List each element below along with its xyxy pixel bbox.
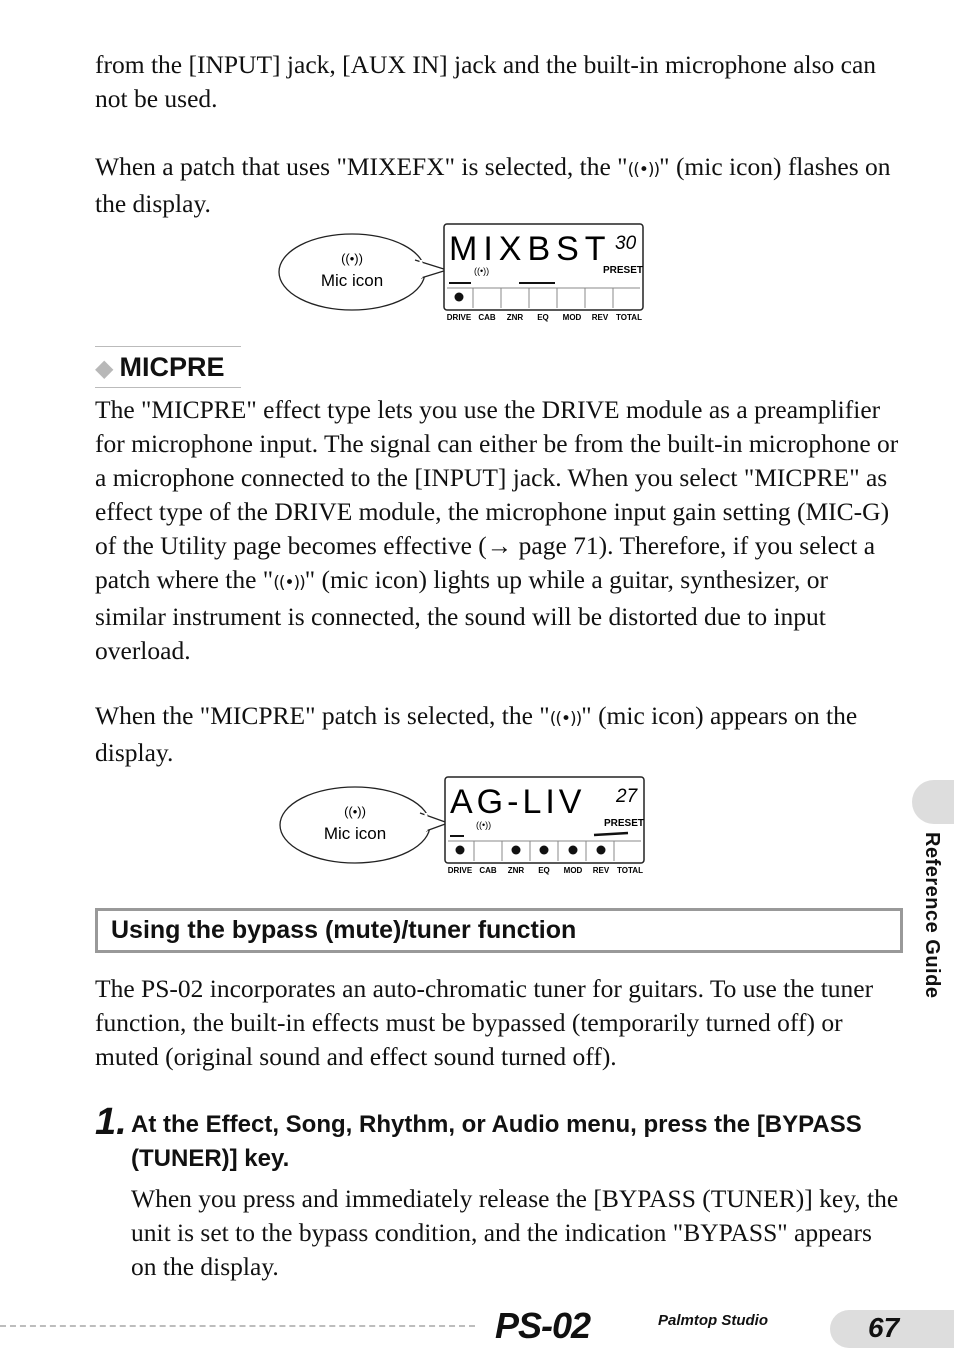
micpre-body-after: " (mic icon) lights up while a guitar, synthesizer, or similar instrument is connected, the sound will be distorted due to input overload.	[95, 565, 828, 665]
lcd-mic-icon: ((•))	[476, 820, 492, 830]
page-number: 67	[868, 1312, 900, 1343]
lcd-patch-number: 30	[615, 233, 637, 254]
module-label-znr: ZNR	[507, 866, 525, 875]
module-label-mod: MOD	[562, 313, 582, 322]
module-label-drive: DRIVE	[447, 866, 473, 875]
step-body: When you press and immediately release the [BYPASS (TUNER)] key, the unit is set to the bypass condition, and the indication "BYPASS" appears on the display.	[131, 1184, 899, 1281]
module-label-mod: MOD	[563, 866, 583, 875]
micpre-heading	[95, 346, 241, 388]
lcd-patch-name: MIXBST	[449, 230, 612, 268]
callout-mic-icon: ((•))	[344, 804, 366, 819]
micpre-heading-text: MICPRE	[119, 352, 225, 382]
module-label-eq: EQ	[538, 866, 550, 875]
diamond-bullet-icon: ◆	[95, 355, 114, 382]
footer-divider	[0, 1325, 475, 1327]
mic-icon: ((•))	[549, 709, 582, 729]
lcd-patch-name: AG-LIV	[450, 783, 586, 821]
module-label-total: TOTAL	[616, 313, 642, 322]
mixefx-paragraph	[95, 150, 900, 221]
module-label-total: TOTAL	[617, 866, 643, 875]
brand-logo: PS-02	[495, 1305, 591, 1346]
module-label-cab: CAB	[478, 313, 496, 322]
step-title: At the Effect, Song, Rhythm, or Audio menu, press the [BYPASS (TUNER)] key.	[131, 1111, 862, 1172]
mic-icon: ((•))	[273, 573, 305, 593]
step-number: 1.	[95, 1101, 127, 1143]
module-label-znr: ZNR	[506, 313, 524, 322]
lcd-patch-number: 27	[616, 786, 638, 807]
side-tab-marker	[912, 780, 954, 824]
module-label-rev: REV	[592, 866, 610, 875]
callout-label: Mic icon	[323, 824, 387, 843]
side-tab-label: Reference Guide	[921, 832, 943, 999]
mic-icon: ((•))	[627, 160, 660, 180]
callout-mic-icon: ((•))	[341, 251, 363, 266]
bypass-intro-paragraph: The PS-02 incorporates an auto-chromatic tuner for guitars. To use the tuner function, the built-in effects must be bypassed (temporarily turned off) or muted (original sound and effect sound turned off).	[95, 974, 874, 1071]
module-label-eq: EQ	[537, 313, 549, 322]
micpre-body-before: The "MICPRE" effect type lets you use the DRIVE module as a preamplifier for microphone input. The signal can either be from the built-in microphone or a microphone connected to the [INPUT] jack. When you select "MICPRE" as effect type of the DRIVE module, the microphone input gain setting (MIC-G) of the Utility page becomes effective (→ page 71). Therefore, if you select a patch where the "	[95, 395, 899, 594]
micpre-paragraph	[95, 393, 900, 668]
module-label-rev: REV	[591, 313, 609, 322]
callout-label: Mic icon	[320, 271, 384, 290]
micpre-patch-after: " (mic icon) appears on the display.	[95, 701, 858, 767]
lcd-display-illustration-agliv	[278, 773, 650, 879]
brand-subtitle: Palmtop Studio	[658, 1312, 768, 1329]
module-label-cab: CAB	[479, 866, 497, 875]
lcd-preset-label: PRESET	[604, 818, 645, 829]
lcd-display-illustration-mixbst	[275, 220, 650, 326]
micpre-patch-before: When the "MICPRE" patch is selected, the "	[95, 701, 550, 730]
bypass-section-heading: Using the bypass (mute)/tuner function	[95, 908, 903, 953]
mixefx-text-before: When a patch that uses "MIXEFX" is selected, the "	[95, 152, 628, 181]
intro-continuation-text: from the [INPUT] jack, [AUX IN] jack and the built-in microphone also can not be used.	[95, 50, 877, 113]
module-label-drive: DRIVE	[446, 313, 472, 322]
micpre-patch-paragraph	[95, 699, 900, 770]
mixefx-text-after: " (mic icon) flashes on the display.	[95, 152, 891, 218]
lcd-preset-label: PRESET	[603, 265, 644, 276]
lcd-mic-icon: ((•))	[474, 266, 490, 276]
